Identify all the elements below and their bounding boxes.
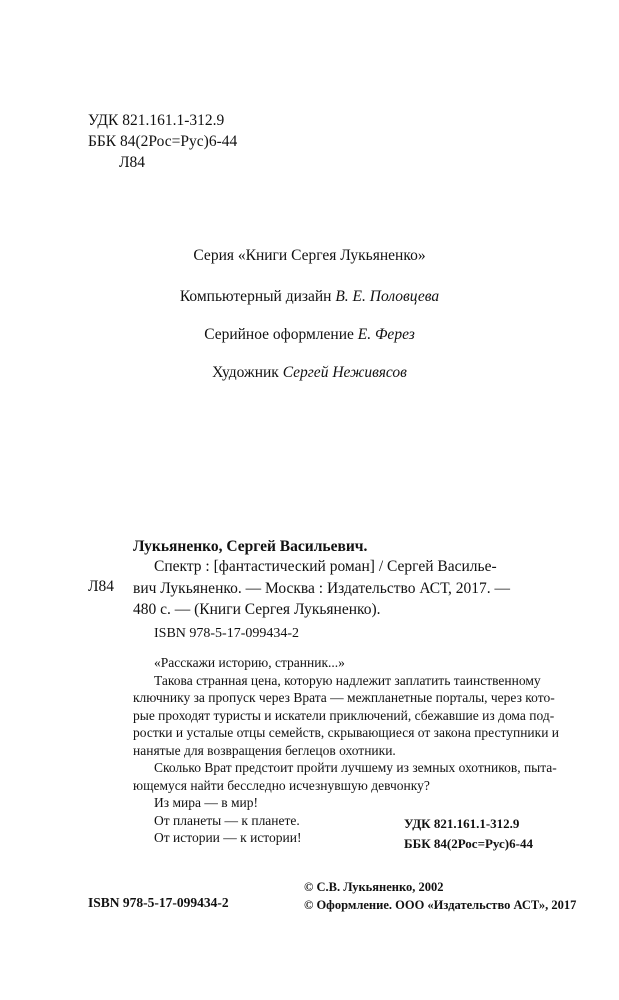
biblio-line: вич Лукьяненко. — Москва : Издательство АСТ, 2017. — (133, 579, 510, 597)
annotation-line: Такова странная цена, которую надлежит заплатить таинственному (154, 672, 541, 688)
design-credit (0, 288, 619, 306)
series-credit (0, 247, 619, 265)
lower-udk-code: УДК 821.161.1-312.9 (404, 816, 520, 831)
annotation-line: Сколько Врат предстоит пройти лучшему из земных охотников, пыта- (154, 760, 557, 775)
annotation-line: рые проходят туристы и искатели приключений, сбежавшие из дома под- (133, 707, 555, 723)
design-label: Компьютерный дизайн (179, 288, 336, 305)
annotation-line: От истории — к истории! (154, 830, 302, 845)
annotation-line: От планеты — к планете. (154, 812, 300, 828)
annotation-line: ющемуся найти бесследно исчезнувшую девчонку? (133, 777, 430, 793)
bbk-code: ББК 84(2Рос=Рус)6-44 (88, 133, 238, 150)
layout-label: Серийное оформление (204, 326, 358, 343)
design-name: В. Е. Половцева (335, 288, 440, 305)
layout-name: Е. Ферез (357, 326, 415, 343)
author-heading: Лукьяненко, Сергей Васильевич. (133, 538, 368, 555)
layout-credit (0, 326, 619, 344)
biblio-line: Спектр : [фантастический роман] / Сергей Василье- (154, 558, 497, 575)
copyright-author: © С.В. Лукьяненко, 2002 (304, 880, 444, 894)
annotation-line: ключнику за пропуск через Врата — межпланетные порталы, через кото- (133, 690, 555, 705)
artist-label: Художник (212, 364, 283, 381)
side-author-mark: Л84 (88, 578, 115, 595)
lower-classification-codes (404, 814, 533, 854)
artist-name: Сергей Неживясов (282, 364, 407, 381)
copyright-design: © Оформление. ООО «Издательство АСТ», 2017 (304, 898, 577, 912)
isbn-bottom: ISBN 978-5-17-099434-2 (88, 895, 229, 910)
series-title: «Книги Сергея Лукьяненко» (237, 247, 426, 264)
annotation-line: нанятые для возвращения беглецов охотники. (133, 742, 396, 758)
series-label: Серия (193, 247, 238, 264)
classification-codes (88, 110, 237, 173)
annotation-line: Из мира — в мир! (154, 795, 258, 810)
biblio-line: 480 с. — (Книги Сергея Лукьяненко). (133, 601, 381, 618)
annotation-line: «Расскажи историю, странник...» (154, 655, 345, 670)
isbn-record: ISBN 978-5-17-099434-2 (154, 626, 300, 641)
artist-credit (0, 364, 619, 382)
udk-code: УДК 821.161.1-312.9 (88, 112, 225, 129)
bibliographic-description (133, 556, 565, 621)
copyright-block (304, 878, 576, 914)
annotation-line: ростки и усталые отцы семейств, скрывающиеся от закона преступники и (133, 725, 560, 740)
author-mark: Л84 (119, 154, 146, 171)
lower-bbk-code: ББК 84(2Рос=Рус)6-44 (404, 836, 533, 851)
